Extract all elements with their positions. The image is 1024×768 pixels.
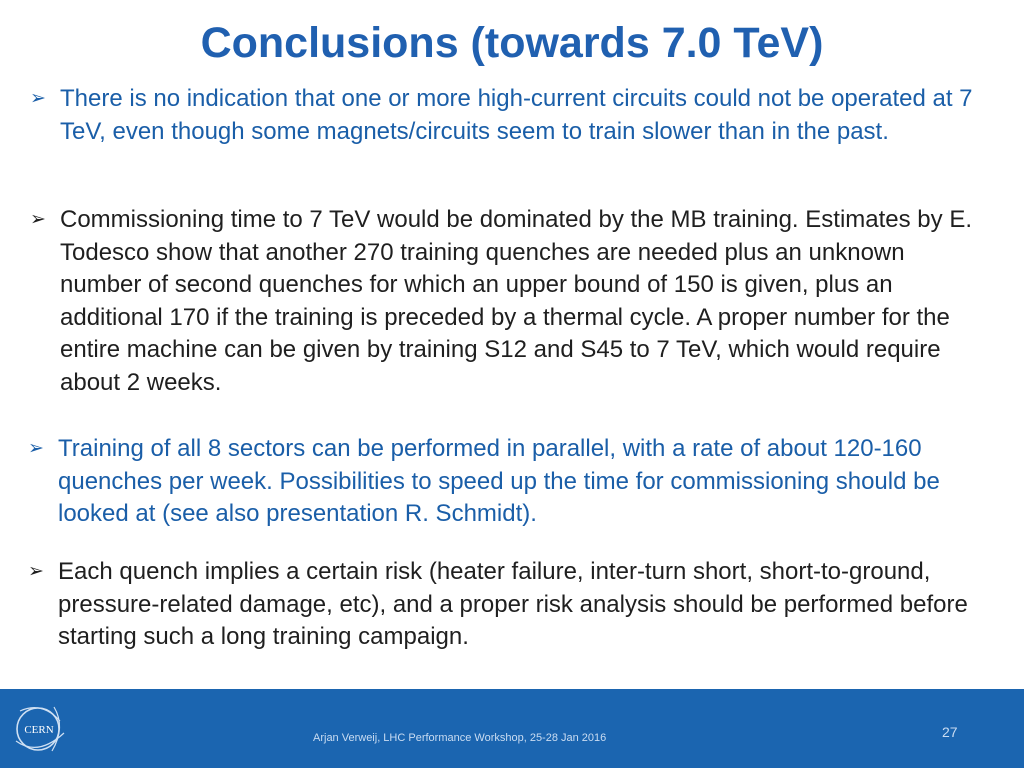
arrow-bullet-icon: ➢ xyxy=(30,88,46,109)
arrow-bullet-icon: ➢ xyxy=(30,209,46,230)
bullet-text: Each quench implies a certain risk (heater failure, inter-turn short, short-to-ground, pressure-related damage, etc), and a proper risk analysis should be performed before starting such a long training campaign. xyxy=(58,558,968,651)
bullet-text: Commissioning time to 7 TeV would be dominated by the MB training. Estimates by E. Todesco show that another 270 training quenches are needed plus an unknown number of second quenches for which an upper bound of 150 is given, plus an additional 170 if the training is preceded by a thermal cycle. A proper number for the entire machine can be given by training S12 and S45 to 7 TeV, which would require about 2 weeks. xyxy=(60,206,972,396)
bullet-item xyxy=(28,556,988,654)
footer-bar xyxy=(0,689,1024,768)
slide-title: Conclusions (towards 7.0 TeV) xyxy=(200,19,824,67)
arrow-bullet-icon: ➢ xyxy=(28,561,44,582)
bullet-text: There is no indication that one or more high-current circuits could not be operated at 7 TeV, even though some magnets/circuits seem to train slower than in the past. xyxy=(60,85,973,145)
bullet-item xyxy=(30,83,990,148)
bullet-item xyxy=(30,204,990,400)
bullet-item xyxy=(28,433,988,531)
arrow-bullet-icon: ➢ xyxy=(28,438,44,459)
page-number: 27 xyxy=(942,724,958,740)
bullet-text: Training of all 8 sectors can be performed in parallel, with a rate of about 120-160 quenches per week. Possibilities to speed up the time for commissioning should be looked at (see also presentation R. Schmidt). xyxy=(58,435,940,528)
footer-credit: Arjan Verweij, LHC Performance Workshop, 25-28 Jan 2016 xyxy=(313,732,607,744)
cern-logo-icon xyxy=(8,697,72,761)
cern-logo-text: CERN xyxy=(24,724,54,736)
